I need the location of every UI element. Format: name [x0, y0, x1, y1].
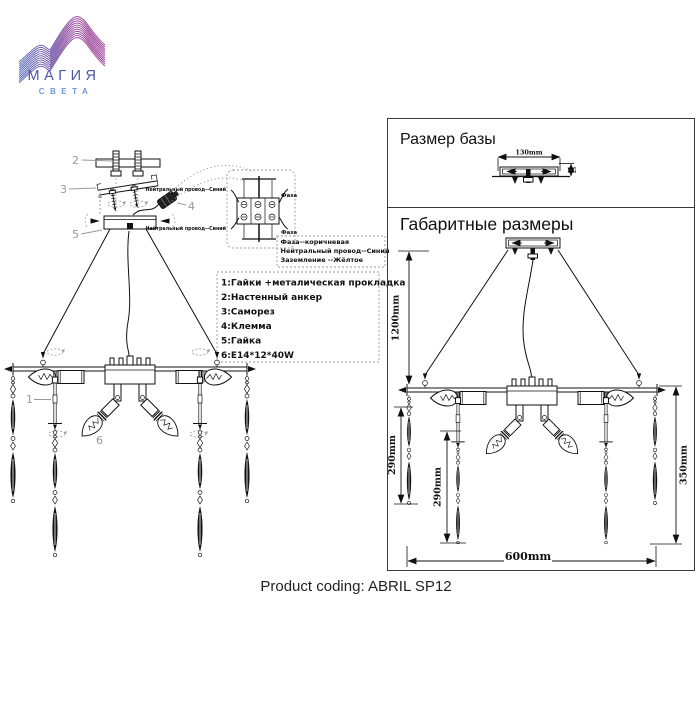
overall-height-dim-label: 1200mm	[390, 294, 402, 342]
mounting-bracket	[97, 175, 161, 214]
logo	[19, 17, 105, 96]
outer-drop-dim-label: 290mm	[387, 435, 398, 475]
callout-5: 5	[72, 228, 79, 241]
parts-item-4: 4:Клемма	[221, 322, 272, 332]
wiring-legend-box	[277, 236, 390, 267]
dim-1200	[391, 251, 430, 384]
inner-drop-dim-label: 290mm	[432, 467, 444, 507]
side-dim-label: 350mm	[678, 445, 690, 485]
base-height-dim-label: 25	[573, 166, 578, 174]
callout-3: 3	[60, 183, 67, 196]
wire-label-neutral-top: Нейтральный провод--Синий	[145, 188, 226, 193]
dim-290-outer	[387, 407, 418, 504]
right-panel	[387, 119, 695, 571]
wire-label-neutral-bottom: Нейтральный провод--Синий	[145, 227, 226, 232]
base-size-title: Размер базы	[400, 131, 496, 148]
product-coding: Product coding: ABRIL SP12	[260, 578, 452, 595]
logo-title: МАГИЯ	[27, 68, 101, 84]
overall-size-section	[387, 214, 690, 567]
wire-label-phase-bottom: Фаза	[281, 230, 298, 236]
callout-2: 2	[72, 154, 79, 167]
ceiling-hatch	[96, 159, 160, 167]
legend-line-ground: Заземление --Жёлтое	[280, 256, 364, 264]
logo-subtitle: СВЕТА	[38, 87, 94, 96]
left-chandelier-drawing	[4, 229, 256, 557]
power-cord	[127, 231, 130, 357]
parts-item-3: 3:Саморез	[221, 307, 275, 318]
center-body	[105, 365, 155, 384]
dim-600	[407, 546, 656, 567]
legend-line-neutral: Нейтральный провод--Синий	[280, 247, 390, 255]
parts-item-6: 6:E14*12*40W	[221, 351, 294, 361]
parts-item-5: 5:Гайка	[221, 336, 262, 347]
callout-6: 6	[96, 434, 103, 447]
callout-4: 4	[188, 200, 195, 213]
parts-item-1: 1:Гайки +металическая прокладка	[221, 278, 406, 289]
legend-line-phase: Фаза--коричневая	[280, 238, 350, 246]
overall-width-dim-label: 600mm	[504, 550, 552, 563]
overall-size-title: Габаритные размеры	[400, 214, 574, 234]
parts-list-box	[217, 272, 406, 362]
parts-item-2: 2:Настенный анкер	[221, 293, 323, 303]
base-size-section	[400, 131, 578, 184]
base-plate-drawing	[492, 149, 578, 185]
wire-label-phase-top: Фаза	[281, 193, 298, 199]
callout-1: 1	[26, 393, 33, 406]
power-cord-right	[523, 260, 533, 386]
terminal-block	[237, 198, 279, 224]
dim-290-inner	[433, 431, 467, 543]
wiring-diagram	[146, 165, 298, 248]
base-width-dim-label: 130mm	[515, 148, 543, 157]
